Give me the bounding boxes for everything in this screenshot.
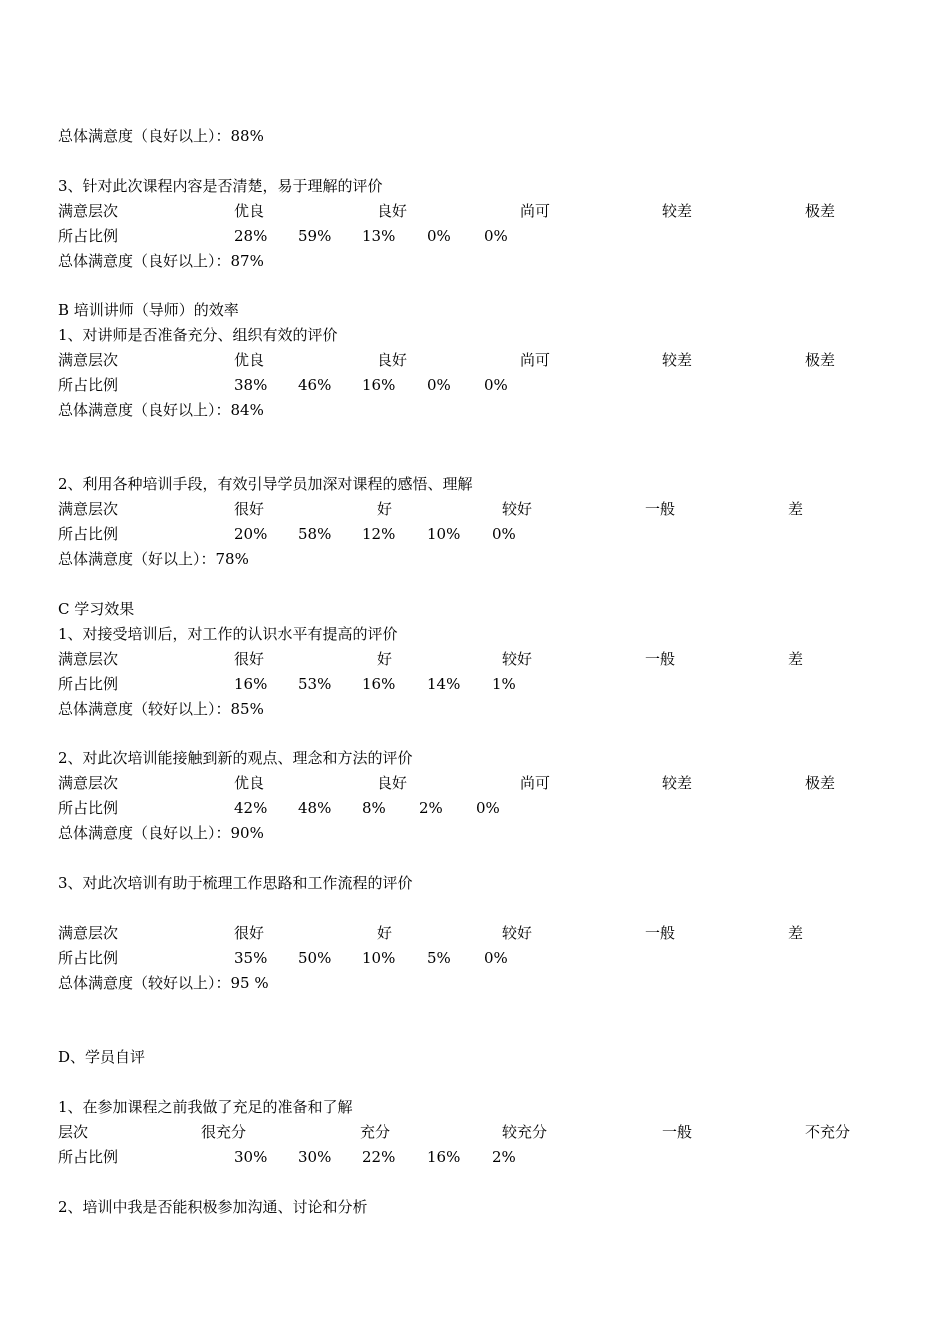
level-2: 好	[377, 500, 393, 518]
level-3: 尚可	[520, 774, 551, 792]
top-total: 总体满意度（良好以上）：88%	[58, 127, 264, 145]
ratio-3: 16%	[362, 376, 396, 394]
level-4: 较差	[662, 351, 693, 369]
ratio-1: 20%	[234, 525, 268, 543]
c1-total: 总体满意度（较好以上）：85%	[58, 700, 264, 718]
ratio-label: 所占比例	[58, 675, 119, 693]
section-d-title: D、学员自评	[58, 1048, 146, 1066]
c3-title: 3、对此次培训有助于梳理工作思路和工作流程的评价	[58, 874, 413, 892]
level-2: 良好	[377, 202, 408, 220]
ratio-5: 0%	[484, 376, 508, 394]
level-3: 较好	[502, 500, 533, 518]
ratio-1: 35%	[234, 949, 268, 967]
level-4: 一般	[662, 1123, 693, 1141]
levels-label: 满意层次	[58, 351, 119, 369]
ratio-label: 所占比例	[58, 949, 119, 967]
level-1: 优良	[234, 202, 265, 220]
ratio-2: 53%	[298, 675, 332, 693]
level-2: 好	[377, 650, 393, 668]
ratio-4: 14%	[427, 675, 461, 693]
level-3: 尚可	[520, 351, 551, 369]
level-4: 较差	[662, 202, 693, 220]
levels-label: 满意层次	[58, 500, 119, 518]
section-c-title: C 学习效果	[58, 600, 135, 618]
level-5: 极差	[805, 202, 836, 220]
level-5: 差	[788, 500, 804, 518]
ratio-3: 10%	[362, 949, 396, 967]
levels-label: 层次	[58, 1123, 89, 1141]
ratio-1: 30%	[234, 1148, 268, 1166]
ratio-4: 0%	[427, 227, 451, 245]
level-1: 优良	[234, 774, 265, 792]
level-1: 很好	[234, 650, 265, 668]
ratio-4: 5%	[427, 949, 451, 967]
level-5: 不充分	[805, 1123, 851, 1141]
ratio-5: 0%	[484, 227, 508, 245]
b1-title: 1、对讲师是否准备充分、组织有效的评价	[58, 326, 338, 344]
a3-title: 3、针对此次课程内容是否清楚，易于理解的评价	[58, 177, 383, 195]
level-3: 较充分	[502, 1123, 548, 1141]
levels-label: 满意层次	[58, 774, 119, 792]
ratio-label: 所占比例	[58, 525, 119, 543]
level-1: 很好	[234, 924, 265, 942]
level-5: 差	[788, 924, 804, 942]
ratio-4: 2%	[419, 799, 443, 817]
ratio-4: 16%	[427, 1148, 461, 1166]
ratio-2: 59%	[298, 227, 332, 245]
level-5: 差	[788, 650, 804, 668]
c3-total: 总体满意度（较好以上）：95 %	[58, 974, 269, 992]
ratio-1: 28%	[234, 227, 268, 245]
b1-total: 总体满意度（良好以上）：84%	[58, 401, 264, 419]
ratio-3: 13%	[362, 227, 396, 245]
ratio-label: 所占比例	[58, 799, 119, 817]
d2-title: 2、培训中我是否能积极参加沟通、讨论和分析	[58, 1198, 368, 1216]
c2-title: 2、对此次培训能接触到新的观点、理念和方法的评价	[58, 749, 413, 767]
ratio-2: 48%	[298, 799, 332, 817]
ratio-2: 50%	[298, 949, 332, 967]
ratio-3: 22%	[362, 1148, 396, 1166]
level-4: 较差	[662, 774, 693, 792]
level-2: 充分	[360, 1123, 391, 1141]
ratio-4: 0%	[427, 376, 451, 394]
ratio-label: 所占比例	[58, 227, 119, 245]
level-3: 较好	[502, 924, 533, 942]
level-4: 一般	[645, 500, 676, 518]
level-1: 优良	[234, 351, 265, 369]
ratio-5: 0%	[492, 525, 516, 543]
levels-label: 满意层次	[58, 202, 119, 220]
ratio-2: 58%	[298, 525, 332, 543]
level-1: 很充分	[201, 1123, 247, 1141]
level-2: 好	[377, 924, 393, 942]
c2-total: 总体满意度（良好以上）：90%	[58, 824, 264, 842]
c1-title: 1、对接受培训后，对工作的认识水平有提高的评价	[58, 625, 398, 643]
level-5: 极差	[805, 351, 836, 369]
ratio-5: 0%	[476, 799, 500, 817]
level-3: 较好	[502, 650, 533, 668]
section-b-title: B 培训讲师（导师）的效率	[58, 301, 239, 319]
levels-label: 满意层次	[58, 650, 119, 668]
ratio-3: 8%	[362, 799, 386, 817]
ratio-4: 10%	[427, 525, 461, 543]
levels-label: 满意层次	[58, 924, 119, 942]
ratio-2: 46%	[298, 376, 332, 394]
ratio-5: 1%	[492, 675, 516, 693]
ratio-3: 12%	[362, 525, 396, 543]
ratio-2: 30%	[298, 1148, 332, 1166]
a3-total: 总体满意度（良好以上）：87%	[58, 252, 264, 270]
ratio-1: 16%	[234, 675, 268, 693]
ratio-5: 0%	[484, 949, 508, 967]
ratio-5: 2%	[492, 1148, 516, 1166]
b2-total: 总体满意度（好以上）：78%	[58, 550, 249, 568]
level-3: 尚可	[520, 202, 551, 220]
level-2: 良好	[377, 774, 408, 792]
ratio-label: 所占比例	[58, 1148, 119, 1166]
ratio-1: 42%	[234, 799, 268, 817]
ratio-3: 16%	[362, 675, 396, 693]
level-4: 一般	[645, 924, 676, 942]
d1-title: 1、在参加课程之前我做了充足的准备和了解	[58, 1098, 353, 1116]
b2-title: 2、利用各种培训手段，有效引导学员加深对课程的感悟、理解	[58, 475, 473, 493]
level-4: 一般	[645, 650, 676, 668]
ratio-1: 38%	[234, 376, 268, 394]
ratio-label: 所占比例	[58, 376, 119, 394]
level-2: 良好	[377, 351, 408, 369]
level-1: 很好	[234, 500, 265, 518]
level-5: 极差	[805, 774, 836, 792]
